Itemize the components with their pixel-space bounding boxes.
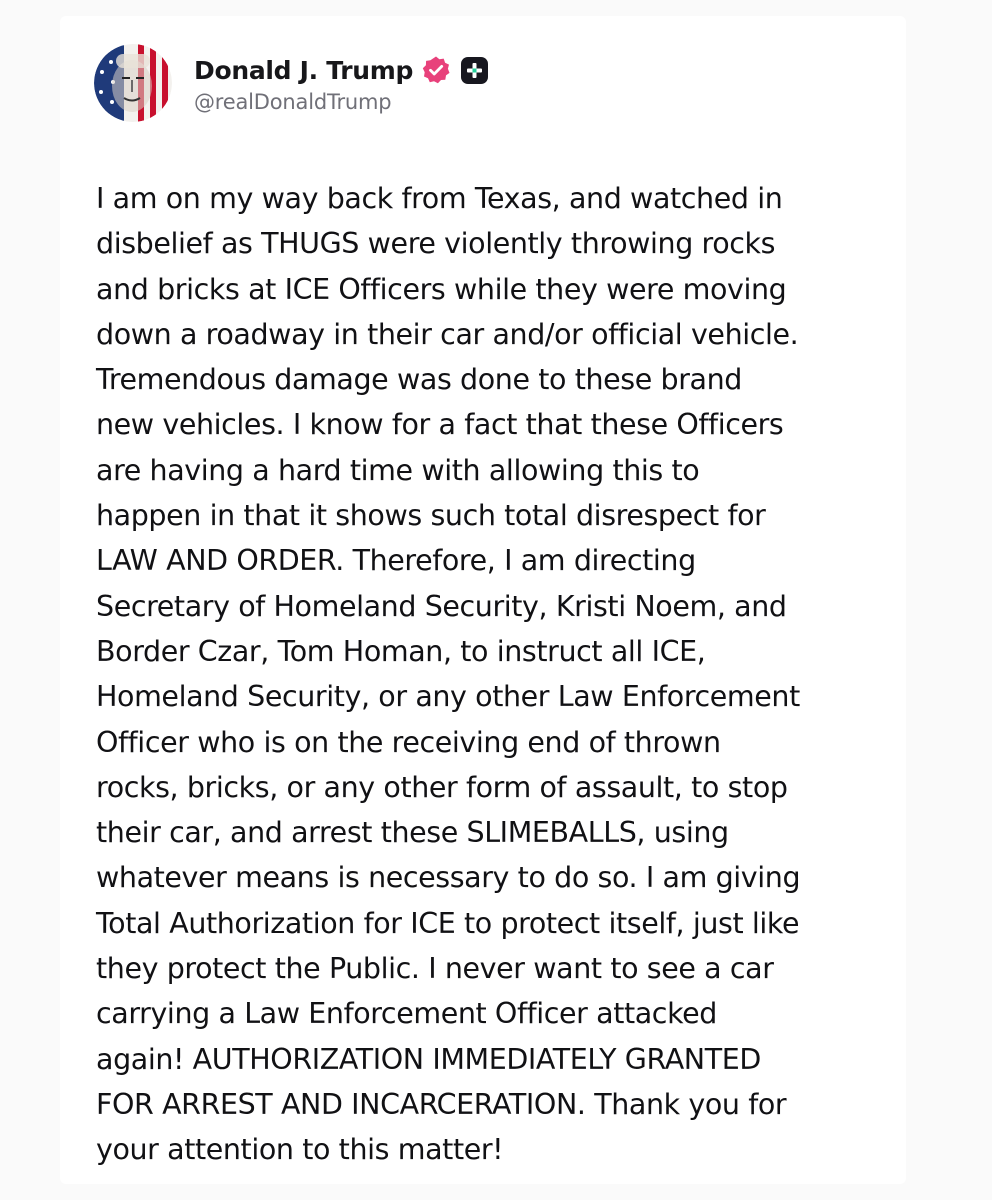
post-text-line: new vehicles. I know for a fact that these Officers (96, 408, 784, 442)
post-text-line: down a roadway in their car and/or official vehicle. (96, 317, 799, 351)
post-text-line: Secretary of Homeland Security, Kristi Noem, and (96, 589, 787, 623)
post-text-line: Tremendous damage was done to these brand (96, 363, 742, 397)
post-text-line: I am on my way back from Texas, and watched in (96, 182, 783, 215)
name-row (194, 52, 488, 88)
author-info (194, 52, 488, 114)
post-text-line: whatever means is necessary to do so. I am giving (96, 861, 801, 895)
post-card (60, 16, 906, 1184)
post-text (96, 176, 896, 1173)
post-text-line: and bricks at ICE Officers while they were moving (96, 272, 787, 306)
post-header (94, 44, 488, 122)
post-text-line: their car, and arrest these SLIMEBALLS, using (96, 816, 729, 850)
verified-badge-icon (421, 55, 451, 85)
handle[interactable]: @realDonaldTrump (194, 90, 392, 114)
post-text-line: FOR ARREST AND INCARCERATION. Thank you for (96, 1087, 787, 1121)
avatar[interactable] (94, 44, 172, 122)
post-text-line: Border Czar, Tom Homan, to instruct all ICE, (96, 634, 706, 668)
post-text-line: are having a hard time with allowing this to (96, 453, 700, 487)
post-text-line: Homeland Security, or any other Law Enforcement (96, 680, 800, 714)
truth-plus-icon (461, 57, 488, 84)
post-text-line: again! AUTHORIZATION IMMEDIATELY GRANTED (96, 1042, 761, 1076)
post-text-line: disbelief as THUGS were violently throwing rocks (96, 227, 776, 261)
post-text-line: happen in that it shows such total disrespect for (96, 499, 766, 533)
post-text-line: Total Authorization for ICE to protect itself, just like (96, 906, 800, 940)
avatar-image (94, 44, 172, 122)
display-name[interactable]: Donald J. Trump (194, 55, 414, 85)
post-text-line: rocks, bricks, or any other form of assault, to stop (96, 770, 788, 804)
post-text-line: carrying a Law Enforcement Officer attacked (96, 997, 717, 1031)
post-text-line: your attention to this matter! (96, 1133, 504, 1167)
post-text-line: LAW AND ORDER. Therefore, I am directing (96, 544, 696, 578)
post-text-line: they protect the Public. I never want to see a car (96, 952, 774, 986)
post-text-line: Officer who is on the receiving end of thrown (96, 725, 721, 759)
